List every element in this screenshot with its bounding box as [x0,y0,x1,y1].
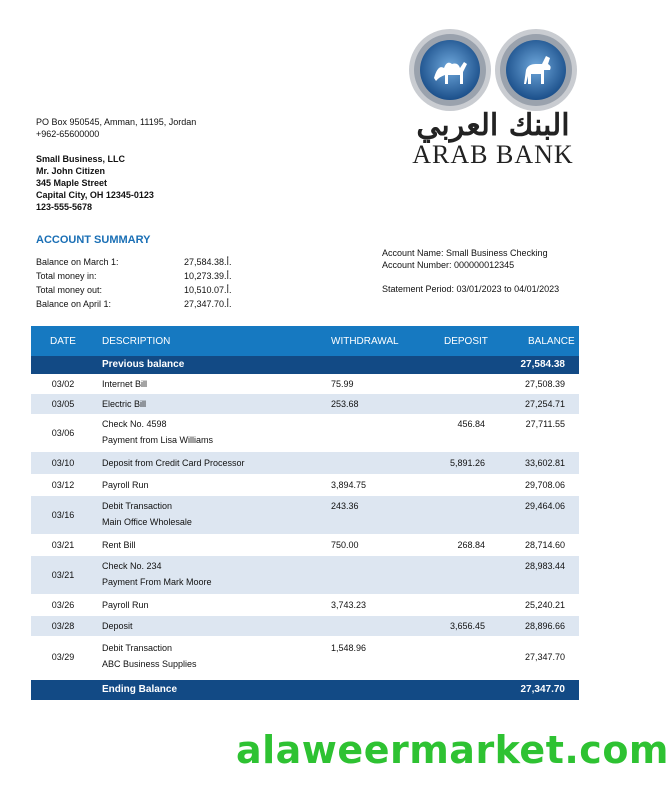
summary-row-closing [36,299,256,313]
table-row [31,556,579,594]
row-balance: 29,464.06 [524,501,565,511]
row-sub-description: ABC Business Supplies [102,659,197,669]
ending-balance-value: 27,347.70 [520,684,565,695]
customer-city: Capital City, OH 12345-0123 [36,190,154,200]
row-withdrawal: 3,743.23 [331,600,367,610]
row-description: Rent Bill [102,540,136,550]
summary-label: Balance on April 1: [36,299,112,309]
table-row [31,616,579,636]
previous-balance-label: Previous balance [102,359,185,370]
summary-value: ‏.‏أ‏.‏10,273.39 [184,271,232,281]
row-withdrawal: 253.68 [331,399,359,409]
row-date: 03/05 [51,399,75,409]
row-withdrawal: 750.00 [331,540,359,550]
row-withdrawal: 3,894.75 [331,480,367,490]
logo-english-text: ARAB BANK [412,140,574,169]
row-sub-description: Payment From Mark Moore [102,577,212,587]
row-balance: 27,711.55 [525,419,565,429]
summary-label: Total money in: [36,271,97,281]
summary-value: ‏.‏أ‏.‏10,510.07 [184,285,232,295]
logo-arabic-text: البنك العربي [416,108,570,143]
header-deposit: DEPOSIT [444,336,488,347]
row-deposit: 3,656.45 [449,621,485,631]
summary-row-money-out [36,285,256,299]
table-row [31,414,579,452]
table-row [31,594,579,616]
row-date: 03/21 [51,570,75,580]
summary-value: ‏.‏أ‏.‏27,584.38 [184,257,232,267]
row-date: 03/28 [51,621,75,631]
row-balance: 28,896.66 [524,621,565,631]
row-date: 03/26 [51,600,75,610]
customer-street: 345 Maple Street [36,178,108,188]
row-description: Check No. 234 [102,561,162,571]
previous-balance-value: 27,584.38 [520,359,565,370]
row-balance: 29,708.06 [524,480,565,490]
customer-contact: Mr. John Citizen [36,166,106,176]
row-sub-description: Main Office Wholesale [102,517,192,527]
previous-balance-row [31,356,579,374]
row-description: Check No. 4598 [102,419,167,429]
row-balance: 25,240.21 [524,600,565,610]
row-description: Debit Transaction [102,643,173,653]
ending-balance-label: Ending Balance [102,684,178,695]
row-withdrawal: 1,548.96 [331,643,367,653]
row-date: 03/29 [51,652,75,662]
table-row [31,394,579,414]
ending-balance-row [31,680,579,700]
customer-business: Small Business, LLC [36,154,126,164]
row-date: 03/16 [51,510,75,520]
row-deposit: 268.84 [457,540,485,550]
row-description: Deposit [102,621,133,631]
row-deposit: 5,891.26 [449,458,485,468]
bank-phone: +962-65600000 [36,129,100,139]
summary-value: ‏.‏أ‏.‏27,347.70 [184,299,232,309]
summary-label: Balance on March 1: [36,257,119,267]
summary-label: Total money out: [36,285,103,295]
row-description: Payroll Run [102,480,149,490]
camel-seal-icon [408,28,492,112]
row-date: 03/10 [51,458,75,468]
account-number: Account Number: 000000012345 [382,260,515,270]
account-name: Account Name: Small Business Checking [382,248,548,258]
row-balance: 28,714.60 [524,540,565,550]
row-balance: 28,983.44 [524,561,565,571]
table-row [31,496,579,534]
summary-row-opening [36,257,256,271]
horse-seal-icon [494,28,578,112]
row-date: 03/06 [51,428,75,438]
customer-phone: 123-555-5678 [36,202,93,212]
row-description: Deposit from Credit Card Processor [102,458,245,468]
bank-logo [404,28,582,168]
statement-period: Statement Period: 03/01/2023 to 04/01/2023 [382,284,560,294]
row-withdrawal: 243.36 [331,501,359,511]
row-date: 03/02 [51,379,75,389]
row-description: Electric Bill [102,399,147,409]
row-balance: 27,254.71 [524,399,565,409]
row-description: Debit Transaction [102,501,173,511]
header-description: DESCRIPTION [102,336,171,347]
row-sub-description: Payment from Lisa Williams [102,435,214,445]
transactions-table [31,326,579,700]
bank-address: PO Box 950545, Amman, 11195, Jordan [36,117,197,127]
row-description: Internet Bill [102,379,148,389]
row-withdrawal: 75.99 [331,379,354,389]
table-row [31,636,579,680]
row-balance: 27,347.70 [524,652,565,662]
table-header [31,326,579,356]
table-row [31,452,579,474]
table-row [31,374,579,394]
table-row [31,534,579,556]
header-date: DATE [50,336,76,347]
row-deposit: 456.84 [457,419,485,429]
row-date: 03/21 [51,540,75,550]
header-balance: BALANCE [528,336,575,347]
watermark-text: alaweermarket.com [236,728,669,772]
table-row [31,474,579,496]
row-date: 03/12 [51,480,75,490]
row-balance: 27,508.39 [524,379,565,389]
header-withdrawal: WITHDRAWAL [331,336,399,347]
row-balance: 33,602.81 [524,458,565,468]
summary-row-money-in [36,271,256,285]
row-description: Payroll Run [102,600,149,610]
account-summary-title: ACCOUNT SUMMARY [36,234,151,246]
